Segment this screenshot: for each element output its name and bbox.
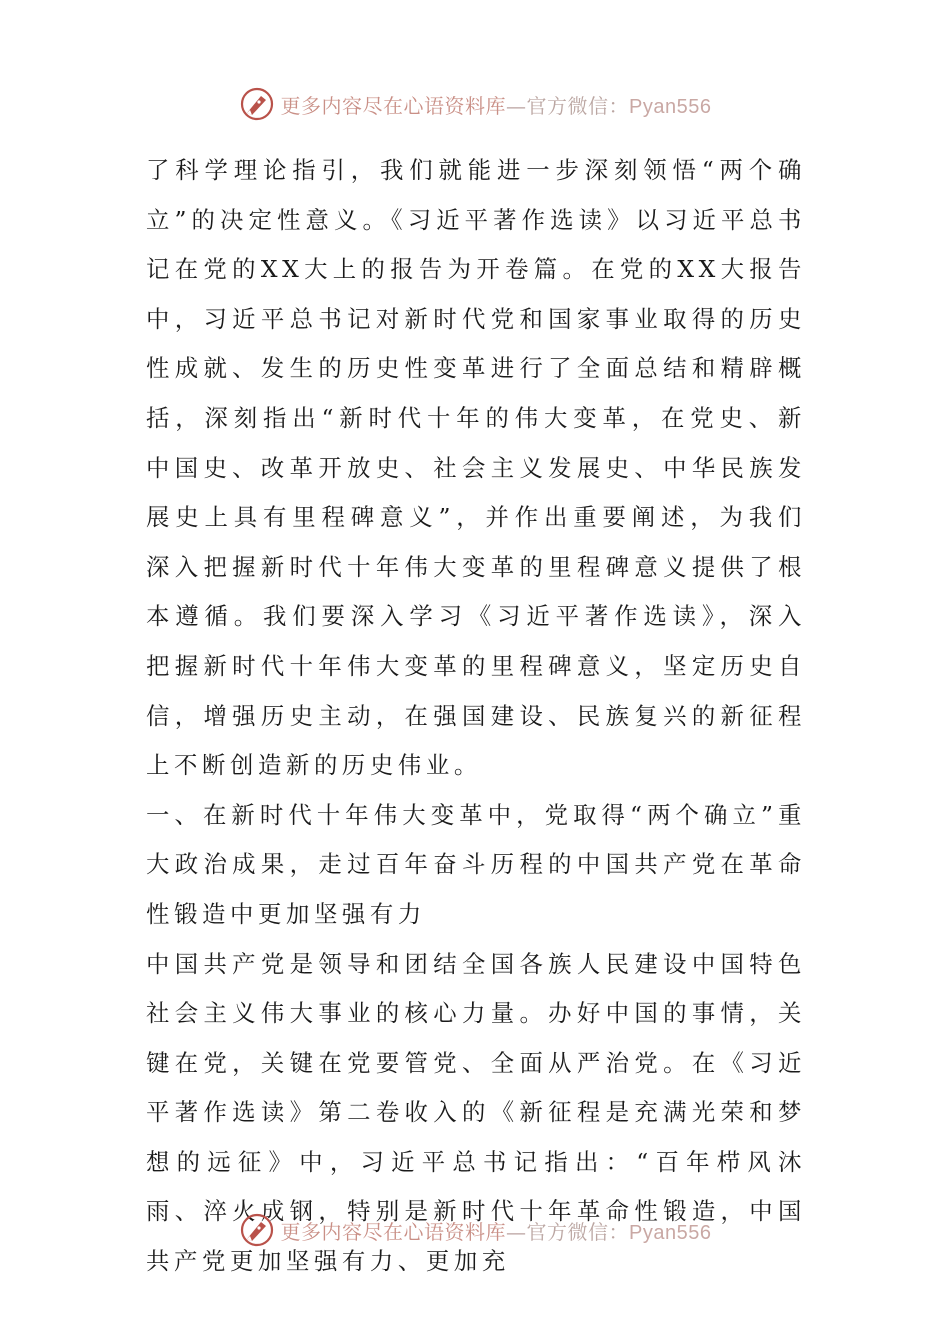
header-watermark bbox=[0, 82, 950, 126]
watermark-wechat-id: Pyan556 bbox=[629, 1221, 712, 1244]
watermark-wechat-label: 官方微信： bbox=[526, 1219, 630, 1244]
watermark-wechat-label: 官方微信： bbox=[526, 93, 630, 118]
watermark-site-text: 更多内容尽在心语资料库 bbox=[280, 93, 507, 118]
document-body bbox=[146, 146, 806, 1287]
watermark-text bbox=[281, 1216, 712, 1245]
body-paragraph: 了科学理论指引，我们就能进一步深刻领悟“两个确立”的决定性意义。《习近平著作选读》以习近平总书记在党的XX大上的报告为开卷篇。在党的XX大报告中，习近平总书记对新时代党和国家事业取得的历史性成就、发生的历史性变革进行了全面总结和精辟概括，深刻指出“新时代十年的伟大变革，在党史、新中国史、改革开放史、社会主义发展史、中华民族发展史上具有里程碑意义”，并作出重要阐述，为我们深入把握新时代十年伟大变革的里程碑意义提供了根本遵循。我们要深入学习《习近平著作选读》，深入把握新时代十年伟大变革的里程碑意义，坚定历史自信，增强历史主动，在强国建设、民族复兴的新征程上不断创造新的历史伟业。 bbox=[146, 156, 806, 780]
watermark-separator: — bbox=[506, 93, 527, 118]
footer-watermark bbox=[0, 1208, 950, 1252]
pen-nib-logo-icon bbox=[239, 86, 275, 122]
watermark-site-text: 更多内容尽在心语资料库 bbox=[280, 1219, 507, 1244]
section-heading: 一、在新时代十年伟大变革中，党取得“两个确立”重大政治成果，走过百年奋斗历程的中国共产党在革命性锻造中更加坚强有力 bbox=[146, 800, 806, 928]
watermark-text bbox=[281, 90, 712, 119]
watermark-separator: — bbox=[506, 1219, 527, 1244]
pen-nib-logo-icon bbox=[239, 1212, 275, 1248]
body-paragraph: 中国共产党是领导和团结全国各族人民建设中国特色社会主义伟大事业的核心力量。办好中国的事情，关键在党，关键在党要管党、全面从严治党。在《习近平著作选读》第二卷收入的《新征程是充满光荣和梦想的远征》中，习近平总书记指出：“百年栉风沐雨、淬火成钢，特别是新时代十年革命性锻造，中国共产党更加坚强有力、更加充 bbox=[146, 949, 806, 1276]
watermark-wechat-id: Pyan556 bbox=[629, 95, 712, 118]
